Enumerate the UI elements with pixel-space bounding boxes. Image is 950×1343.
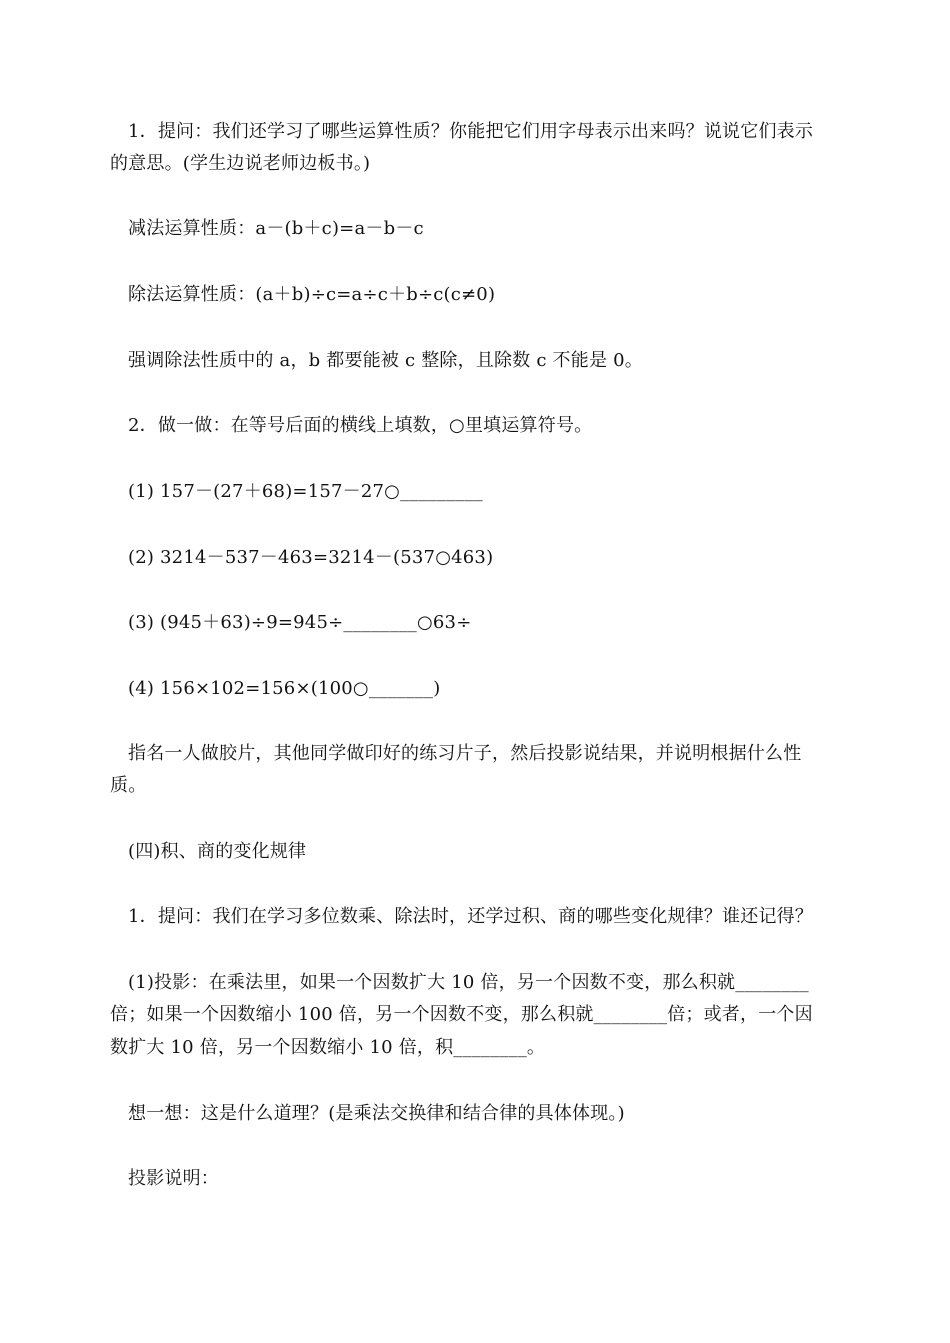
instruction-line-2: 质。: [110, 775, 147, 796]
division-emphasis: 强调除法性质中的 a，b 都要能被 c 整除，且除数 c 不能是 0。: [128, 350, 643, 371]
question-1-line-2: 的意思。(学生边说老师边板书。): [110, 153, 371, 174]
projection-line-3: 数扩大 10 倍，另一个因数缩小 10 倍，积________。: [110, 1037, 546, 1058]
question-1-line-1: 1．提问：我们还学习了哪些运算性质？你能把它们用字母表示出来吗？说说它们表示: [128, 121, 814, 142]
instruction-line-1: 指名一人做胶片，其他同学做印好的练习片子，然后投影说结果，并说明根据什么性: [128, 743, 802, 764]
think-question: 想一想：这是什么道理？(是乘法交换律和结合律的具体体现。): [128, 1103, 625, 1124]
exercise-item-1: (1) 157－(27＋68)=157－27○_________: [128, 481, 483, 502]
exercise-item-3: (3) (945＋63)÷9=945÷________○63÷: [128, 612, 472, 633]
exercise-item-4: (4) 156×102=156×(100○_______): [128, 678, 441, 699]
section-heading: (四)积、商的变化规律: [128, 841, 307, 862]
exercise-item-2: (2) 3214－537－463=3214－(537○463): [128, 547, 494, 568]
subtraction-property: 减法运算性质：a－(b＋c)=a－b－c: [128, 218, 424, 239]
exercise-2-instruction: 2．做一做：在等号后面的横线上填数，○里填运算符号。: [128, 415, 593, 436]
projection-explanation: 投影说明：: [128, 1168, 219, 1189]
projection-line-2: 倍；如果一个因数缩小 100 倍，另一个因数不变，那么积就________倍；或者，一个因: [110, 1004, 813, 1025]
projection-line-1: (1)投影：在乘法里，如果一个因数扩大 10 倍，另一个因数不变，那么积就________: [128, 972, 809, 993]
division-property: 除法运算性质：(a＋b)÷c=a÷c＋b÷c(c≠0): [128, 284, 496, 305]
question-section-4-1: 1．提问：我们在学习多位数乘、除法时，还学过积、商的哪些变化规律？谁还记得？: [128, 906, 814, 927]
